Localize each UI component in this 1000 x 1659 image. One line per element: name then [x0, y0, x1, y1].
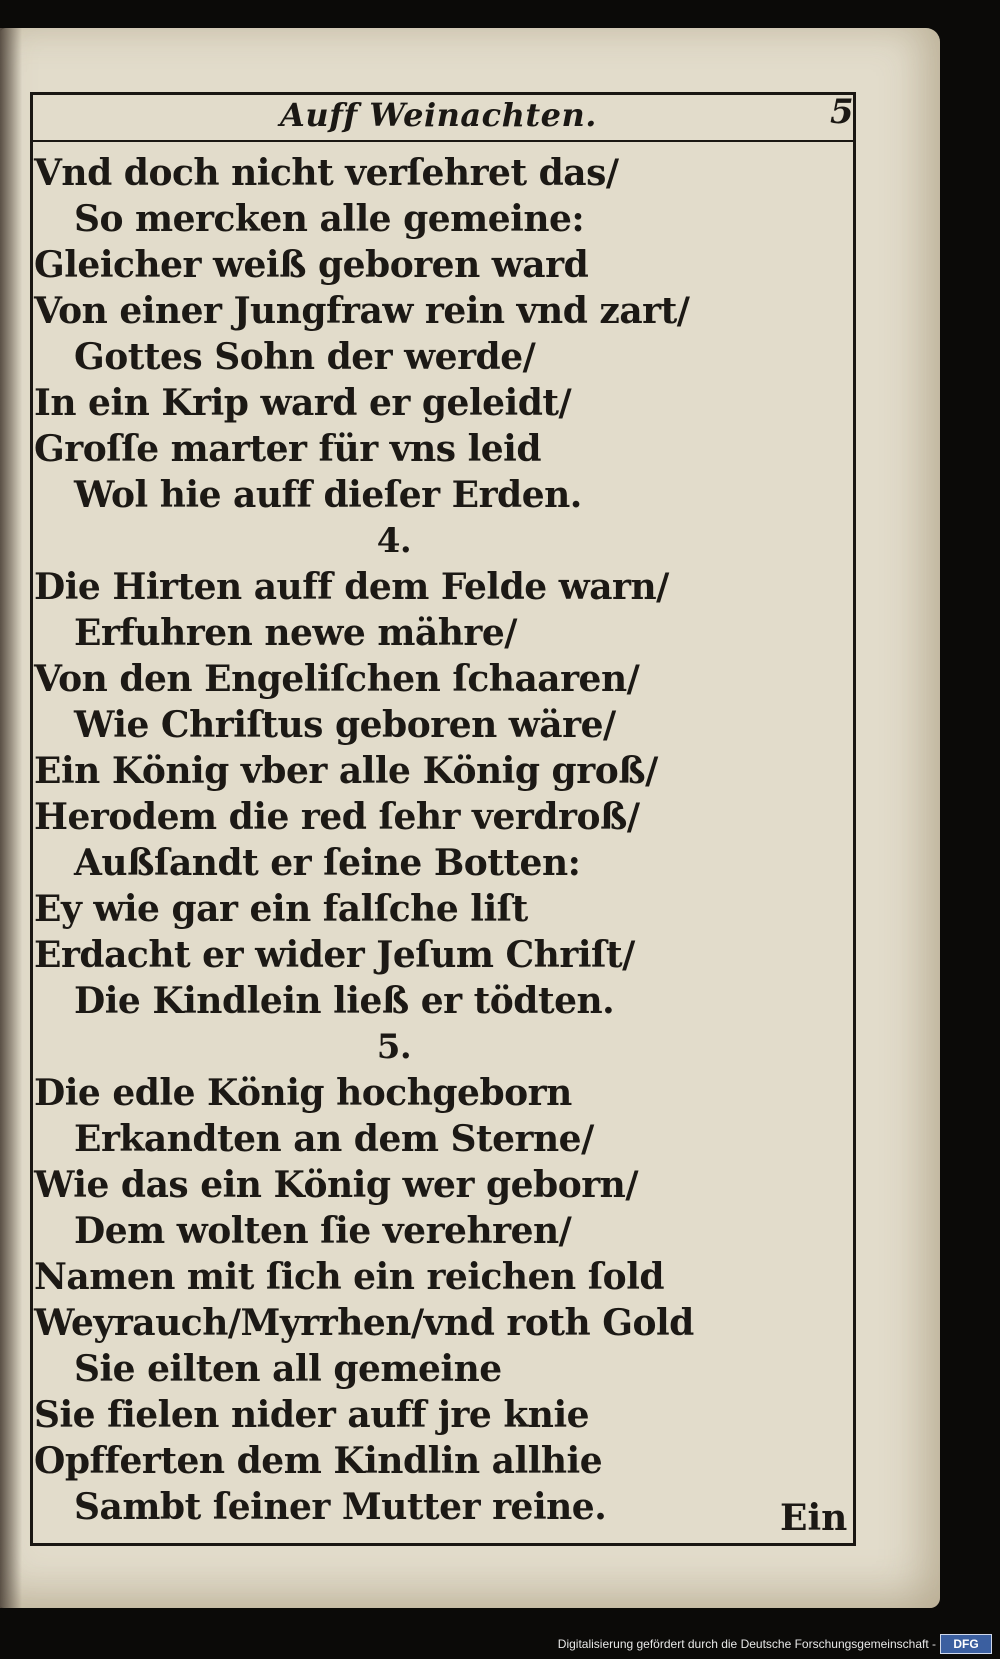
verse-line: In ein Krip ward er geleidt/	[34, 382, 572, 424]
verse-line: Wie das ein König wer geborn/	[34, 1164, 639, 1206]
verse-line: Erfuhren newe mähre/	[74, 612, 517, 654]
verse-text-block	[34, 150, 794, 1530]
verse-line: Außſandt er ſeine Botten:	[74, 842, 581, 884]
verse-line: Vnd doch nicht verſehret das/	[34, 152, 619, 194]
header-rule	[30, 140, 856, 142]
verse-line: Groſſe marter für vns leid	[34, 428, 542, 470]
verse-line: Sie eilten all gemeine	[74, 1348, 502, 1390]
page-gutter-shadow	[0, 28, 22, 1608]
verse-line: Sie fielen nider auff jre knie	[34, 1394, 590, 1436]
verse-line: Dem wolten ſie verehren/	[74, 1210, 572, 1252]
verse-line: Erkandten an dem Sterne/	[74, 1118, 594, 1160]
verse-line: Sambt ſeiner Mutter reine.	[74, 1486, 607, 1528]
stanza-number: 5.	[376, 1027, 412, 1067]
verse-line: Gleicher weiß geboren ward	[34, 244, 589, 286]
verse-line: Namen mit ſich ein reichen ſold	[34, 1256, 665, 1298]
digitization-credit: Digitalisierung gefördert durch die Deutsche Forschungsgemeinschaft -	[557, 1637, 936, 1651]
verse-line: Von den Engeliſchen ſchaaren/	[34, 658, 640, 700]
verse-line: Erdacht er wider Jeſum Chriſt/	[34, 934, 635, 976]
running-head: Auff Weinachten.	[280, 96, 597, 134]
verse-line: Wie Chriſtus geboren wäre/	[74, 704, 616, 746]
verse-line: Die Hirten auff dem Felde warn/	[34, 566, 669, 608]
dfg-logo: DFG	[940, 1634, 992, 1654]
verse-line: Opfferten dem Kindlin allhie	[34, 1440, 603, 1482]
verse-line: Die edle König hochgeborn	[34, 1072, 572, 1114]
verse-line: Weyrauch/Myrrhen/vnd roth Gold	[34, 1302, 694, 1344]
catchword: Ein	[780, 1497, 848, 1539]
verse-line: Herodem die red ſehr verdroß/	[34, 796, 640, 838]
verse-line: Wol hie auff dieſer Erden.	[74, 474, 582, 516]
verse-line: Von einer Jungfraw rein vnd zart/	[34, 290, 690, 332]
verse-line: Ein König vber alle König groß/	[34, 750, 658, 792]
verse-line: Gottes Sohn der werde/	[74, 336, 536, 378]
stanza-number: 4.	[376, 521, 412, 561]
verse-line: So mercken alle gemeine:	[74, 198, 585, 240]
page-number: 5	[830, 92, 854, 132]
verse-line: Ey wie gar ein falſche liſt	[34, 888, 528, 930]
verse-line: Die Kindlein ließ er tödten.	[74, 980, 615, 1022]
